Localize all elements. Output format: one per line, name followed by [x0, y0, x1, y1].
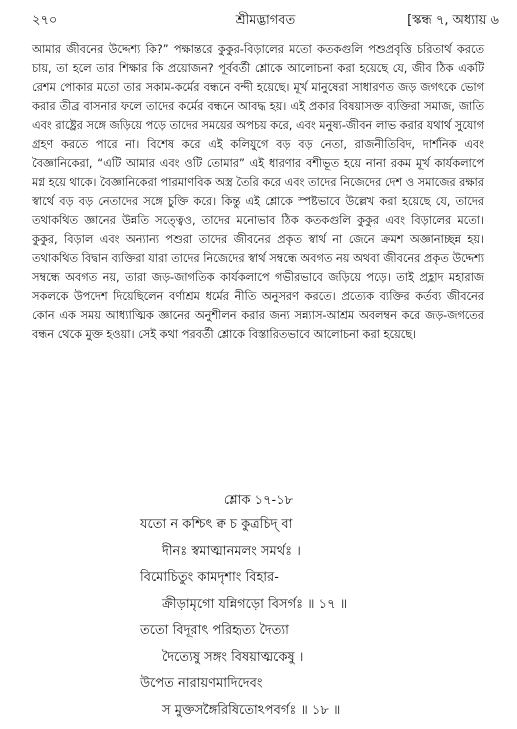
verse-line-8: স মুক্তসঙ্গৈরিষিতোঽপবর্গঃ ॥ ১৮ ॥ [162, 702, 341, 718]
page-header [32, 10, 499, 32]
verse-line-4: ক্রীড়ামৃগো যন্নিগড়ো বিসর্গঃ ॥ ১৭ ॥ [162, 596, 348, 612]
verse-line-5: ততো বিদূরাৎ পরিহৃত্য দৈত্যা [140, 623, 289, 638]
verse-heading: শ্লোক ১৭-১৮ [223, 493, 294, 508]
chapter-reference: [স্কন্ধ ৭, অধ্যায় ৬ [407, 13, 499, 28]
verse-line-3: বিমোচিতুং কামদৃশাং বিহার- [140, 570, 279, 585]
verse-line-6: দৈত্যেষু সঙ্গং বিষয়াত্মকেষু । [162, 649, 304, 665]
verse-line-7: উপেত নারায়ণমাদিদেবং [140, 676, 263, 691]
verse-line-2: দীনঃ স্বমাত্মানমলং সমর্থঃ । [162, 543, 301, 559]
purport-paragraph: আমার জীবনের উদ্দেশ্য কি?” পক্ষান্তরে কুকুর-বিড়ালের মতো কতকগুলি পশুপ্রবৃত্তি চরিতার্থ করতে চায়, তা হলে তার শিক্ষার কি প্রয়োজন? পূর্ববর্তী শ্লোকে আলোচনা করা হয়েছে যে, জীব ঠিক একটি রেশম পোকার মতো তার সকাম-কর্মের বন্ধনে বন্দী হয়েছে। মূর্খ মানুষেরা সাধারণত জড় জগৎকে ভোগ করার তীব্র বাসনার ফলে তাদের কর্মের বন্ধনে আবদ্ধ হয়। এই প্রকার বিষয়াসক্ত ব্যক্তিরা সমাজ, জাতি এবং রাষ্ট্রের সঙ্গে জড়িয়ে পড়ে তাদের সময়ের অপচয় করে, এবং মনুষ্য-জীবন লাভ করার যথার্থ সুযোগ গ্রহণ করতে পারে না। বিশেষ করে এই কলিযুগে বড় বড় নেতা, রাজনীতিবিদ, দার্শনিক এবং বৈজ্ঞানিকেরা, “এটি আমার এবং ওটি তোমার” এই ধারণার বশীভূত হয়ে নানা রকম মূর্খ কার্যকলাপে মগ্ন হয়ে থাকে। বৈজ্ঞানিকেরা পারমাণবিক অস্ত্র তৈরি করে এবং তাদের নিজেদের দেশ ও সমাজের রক্ষার স্বার্থে বড় বড় নেতাদের সঙ্গে চুক্তি করে। কিন্তু এই শ্লোকে স্পষ্টভাবে উল্লেখ করা হয়েছে যে, তাদের তথাকথিত জ্ঞানের উন্নতি সত্ত্বেও, তাদের মনোভাব ঠিক কতকগুলি কুকুর এবং বিড়ালের মতো। কুকুর, বিড়াল এবং অন্যান্য পশুরা তাদের জীবনের প্রকৃত স্বার্থ না জেনে ক্রমশ অজ্ঞানাচ্ছন্ন হয়। তথাকথিত বিদ্বান ব্যক্তিরা যারা তাদের নিজেদের স্বার্থ সম্বন্ধে অবগত নয় অথবা জীবনের প্রকৃত উদ্দেশ্য সম্বন্ধে অবগত নয়, তারা জড়-জাগতিক কার্যকলাপে গভীরভাবে জড়িয়ে পড়ে। তাই প্রহ্লাদ মহারাজ সকলকে উপদেশ দিয়েছিলেন বর্ণাশ্রম ধর্মের নীতি অনুসরণ করতে। প্রত্যেক ব্যক্তির কর্তব্য জীবনের কোন এক সময় আধ্যাত্মিক জ্ঞানের অনুশীলন করার জন্য সন্ন্যাস-আশ্রম অবলম্বন করে জড়-জগতের বন্ধন থেকে মুক্ত হওয়া। সেই কথা পরবর্তী শ্লোকে বিস্তারিতভাবে আলোচনা করা হয়েছে। [32, 43, 484, 341]
verse-block [140, 512, 490, 724]
page-number: ২৭০ [32, 13, 58, 28]
book-title: শ্রীমদ্ভাগবত [235, 13, 296, 28]
verse-line-1: যতো ন কশ্চিৎ ক্ব চ কুত্রচিদ্ বা [140, 517, 293, 532]
